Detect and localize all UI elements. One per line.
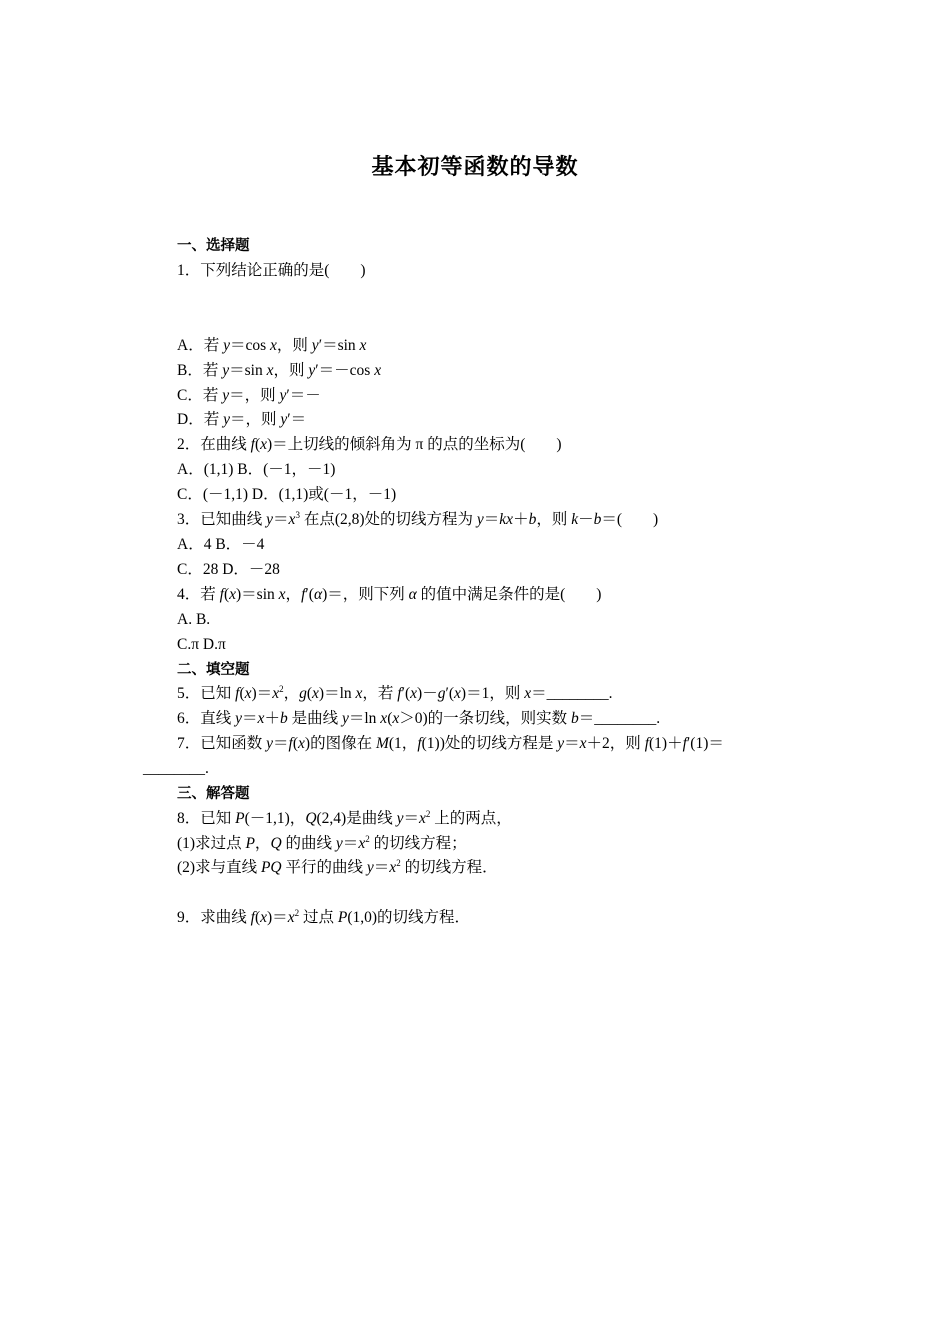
question-8-part-1: (1)求过点 P，Q 的曲线 $y=x^2$ 的切线方程； (177, 834, 467, 852)
section-heading-choice: 一、选择题 (177, 238, 250, 254)
question-1-option-b: B．若 y＝sin x，则 y′＝－cos x (177, 362, 382, 379)
question-1-option-a: A．若 y＝cos x，则 y′＝sin x (177, 337, 367, 354)
question-1-option-c: C．若 y＝，则 y′＝－ (177, 387, 321, 404)
question-4-options-cd: C.π D.π (177, 636, 226, 653)
question-7-answer-blank: ________. (143, 760, 209, 777)
question-1-option-d: D．若 y＝，则 y′＝ (177, 411, 307, 428)
question-7: 7．已知函数 y＝f(x)的图像在 M(1，f(1))处的切线方程是 y＝x＋2，则 f(1)＋f′(1)＝ (177, 735, 724, 752)
question-2-stem: 2．在曲线 f(x)＝上切线的倾斜角为 π 的点的坐标为( ) (177, 436, 562, 453)
question-3-stem: 3．已知曲线 $y=x^3$ 在点(2,8)处的切线方程为 y＝kx＋b，则 k－b＝( ) (177, 510, 659, 528)
question-1-stem: 1．下列结论正确的是( ) (177, 262, 366, 279)
question-5: 5．已知 $f(x)=x^2$，g(x)＝ln x，若 f′(x)－g′(x)＝1，则 x＝________. (177, 684, 613, 702)
section-heading-solve: 三、解答题 (177, 786, 250, 802)
question-2-options-ab: A．(1,1) B．(－1，－1) (177, 461, 336, 478)
question-3-options-cd: C．28 D．－28 (177, 561, 280, 578)
question-8-part-2: (2)求与直线 PQ 平行的曲线 $y=x^2$ 的切线方程． (177, 858, 498, 876)
question-4-stem: 4．若 f(x)＝sin x，f′(α)＝，则下列 α 的值中满足条件的是( ) (177, 586, 602, 603)
page-title: 基本初等函数的导数 (371, 155, 579, 180)
question-3-options-ab: A．4 B．－4 (177, 536, 265, 553)
section-heading-fill: 二、填空题 (177, 662, 250, 678)
question-2-options-cd: C．(－1,1) D．(1,1)或(－1，－1) (177, 486, 397, 503)
question-9: 9．求曲线 $f(x)=x^2$ 过点 P(1,0)的切线方程． (177, 908, 471, 926)
question-8-stem: 8．已知 P(－1,1)，Q(2,4)是曲线 $y=x^2$ 上的两点， (177, 809, 512, 827)
question-6: 6．直线 y＝x＋b 是曲线 y＝ln x(x＞0)的一条切线，则实数 b＝________. (177, 710, 661, 727)
question-4-options-ab: A. B. (177, 611, 211, 628)
